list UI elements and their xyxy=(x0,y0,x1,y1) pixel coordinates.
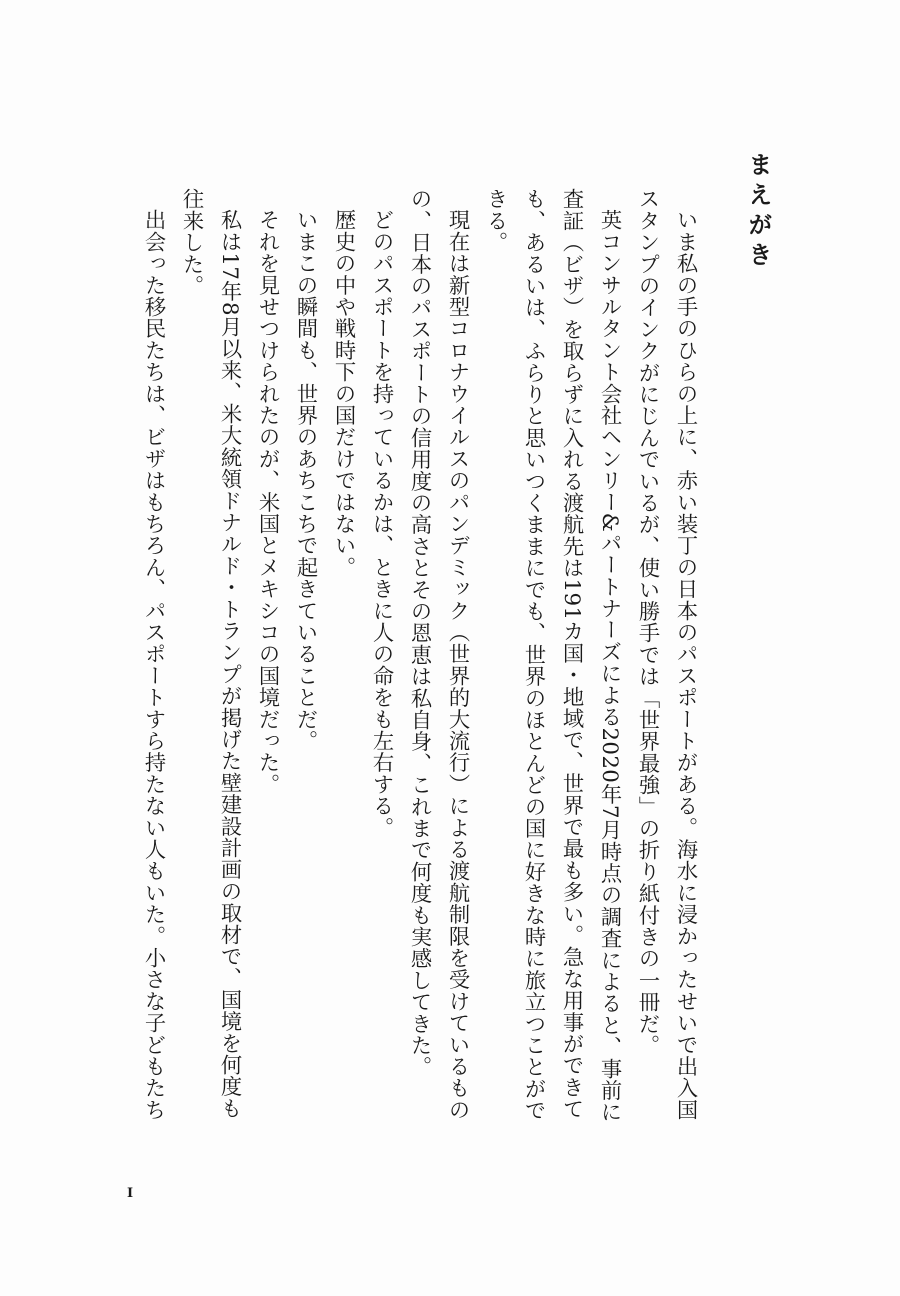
paragraph: 歴史の中や戦時下の国だけではない。 xyxy=(331,209,356,579)
paragraph: 出会った移民たちは、ビザはもちろん、パスポートすら持たない人もいた。小さな子どもたち xyxy=(141,209,166,1121)
paragraph: 私は17年8月以来、米大統領ドナルド・トランプが掲げた壁建設計画の取材で、国境を何度も往来した。 xyxy=(179,188,242,1120)
paragraph: いまこの瞬間も、世界のあちこちで起きていることだ。 xyxy=(293,209,318,752)
body-text xyxy=(134,188,704,1136)
paragraph: 英コンサルタント会社ヘンリー&パートナーズによる2020年7月時点の調査によると、事前に査証（ビザ）を取らずに入れる渡航先は191カ国・地域で、世界で最も多い。急な用事ができても、あるいは、ふらりと思いつくままにでも、世界のほとんどの国に好きな時に旅立つことができる。 xyxy=(483,188,622,1124)
chapter-title: まえがき xyxy=(744,152,773,272)
paragraph: どのパスポートを持っているかは、ときに人の命をも左右する。 xyxy=(369,209,394,839)
paragraph: それを見せつけられたのが、米国とメキシコの国境だった。 xyxy=(255,209,280,796)
paragraph: いま私の手のひらの上に、赤い装丁の日本のパスポートがある。海水に浸かったせいで出入国スタンプのインクがにじんでいるが、使い勝手では「世界最強」の折り紙付きの一冊だ。 xyxy=(635,188,698,1121)
page-number: I xyxy=(127,1186,134,1201)
paragraph: 現在は新型コロナウイルスのパンデミック（世界的大流行）による渡航制限を受けているものの、日本のパスポートの信用度の高さとその恩恵は私自身、これまで何度も実感してきた。 xyxy=(407,188,470,1121)
